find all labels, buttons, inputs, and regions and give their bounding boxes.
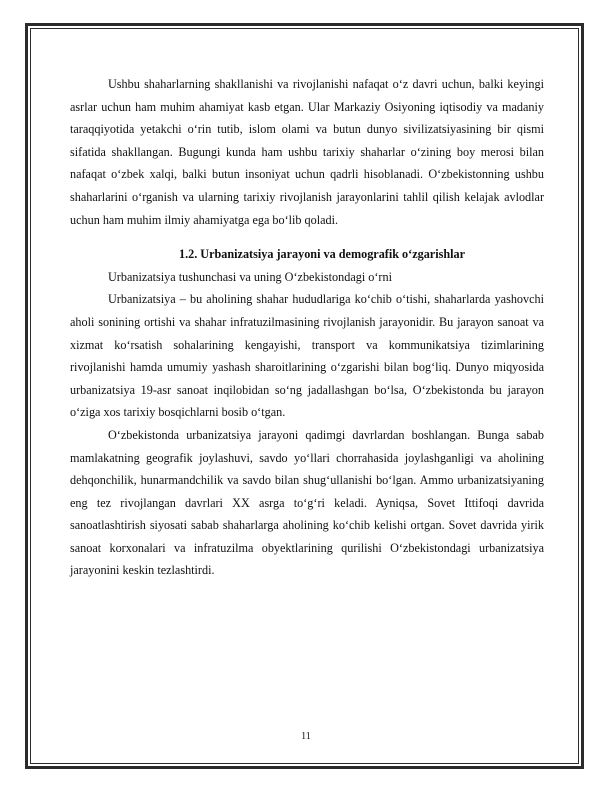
body-paragraph-definition: Urbanizatsiya – bu aholining shahar hududlariga ko‘chib o‘tishi, shaharlarda yashovchi aholi sonining ortishi va shahar infratuzilmasining rivojlanish jarayonidir. Bu jarayon sanoat va xizmat ko‘rsatish sohalarining kengayishi, transport va kommunikatsiya tizimlarining rivojlanishi hamda umumiy yashash sharoitlarining o‘zgarishi bilan bog‘liq. Dunyo miqyosida urbanizatsiya 19-asr sanoat inqilobidan so‘ng jadallashgan bo‘lsa, O‘zbekistonda bu jarayon o‘ziga xos tarixiy bosqichlarni bosib o‘tgan. [70,292,544,420]
section-heading: 1.2. Urbanizatsiya jarayoni va demografik o‘zgarishlar [178,247,466,262]
intro-paragraph: Ushbu shaharlarning shakllanishi va rivojlanishi nafaqat o‘z davri uchun, balki keyingi asrlar uchun ham muhim ahamiyat kasb etgan. Ular Markaziy Osiyoning iqtisodiy va madaniy taraqqiyotida yetakchi o‘rin tutib, islom olami va butun dunyo sivilizatsiyasining bir qismi sifatida shakllangan. Bugungi kunda ham ushbu tarixiy shaharlar o‘zining boy merosi bilan nafaqat o‘zbek xalqi, balki butun insoniyat uchun qadrli hisoblanadi. O‘zbekistonning ushbu shaharlarini o‘rganish va ularning tarixiy rivojlanish jarayonlarini tahlil qilish kelajak avlodlar uchun ham muhim ilmiy ahamiyatga ega bo‘lib qoladi. [70,77,544,227]
page-number: 11 [301,731,311,742]
subheading: Urbanizatsiya tushunchasi va uning O‘zbekistondagi o‘rni [108,269,392,284]
document-body [70,73,544,582]
body-paragraph-history: O‘zbekistonda urbanizatsiya jarayoni qadimgi davrlardan boshlangan. Bunga sabab mamlakatning geografik joylashuvi, savdo yo‘llari chorrahasida joylashganligi va aholining dehqonchilik, hunarmandchilik va savdo bilan shug‘ullanishi bo‘lgan. Ammo urbanizatsiyaning eng tez rivojlangan davrlari XX asrga to‘g‘ri keladi. Ayniqsa, Sovet Ittifoqi davrida sanoatlashtirish siyosati sabab shaharlarga aholining ko‘chib kelishi ortgan. Sovet davrida yirik sanoat korxonalari va infratuzilma obyektlarining qurilishi O‘zbekistondagi urbanizatsiya jarayonini keskin tezlashtirdi. [70,427,544,578]
